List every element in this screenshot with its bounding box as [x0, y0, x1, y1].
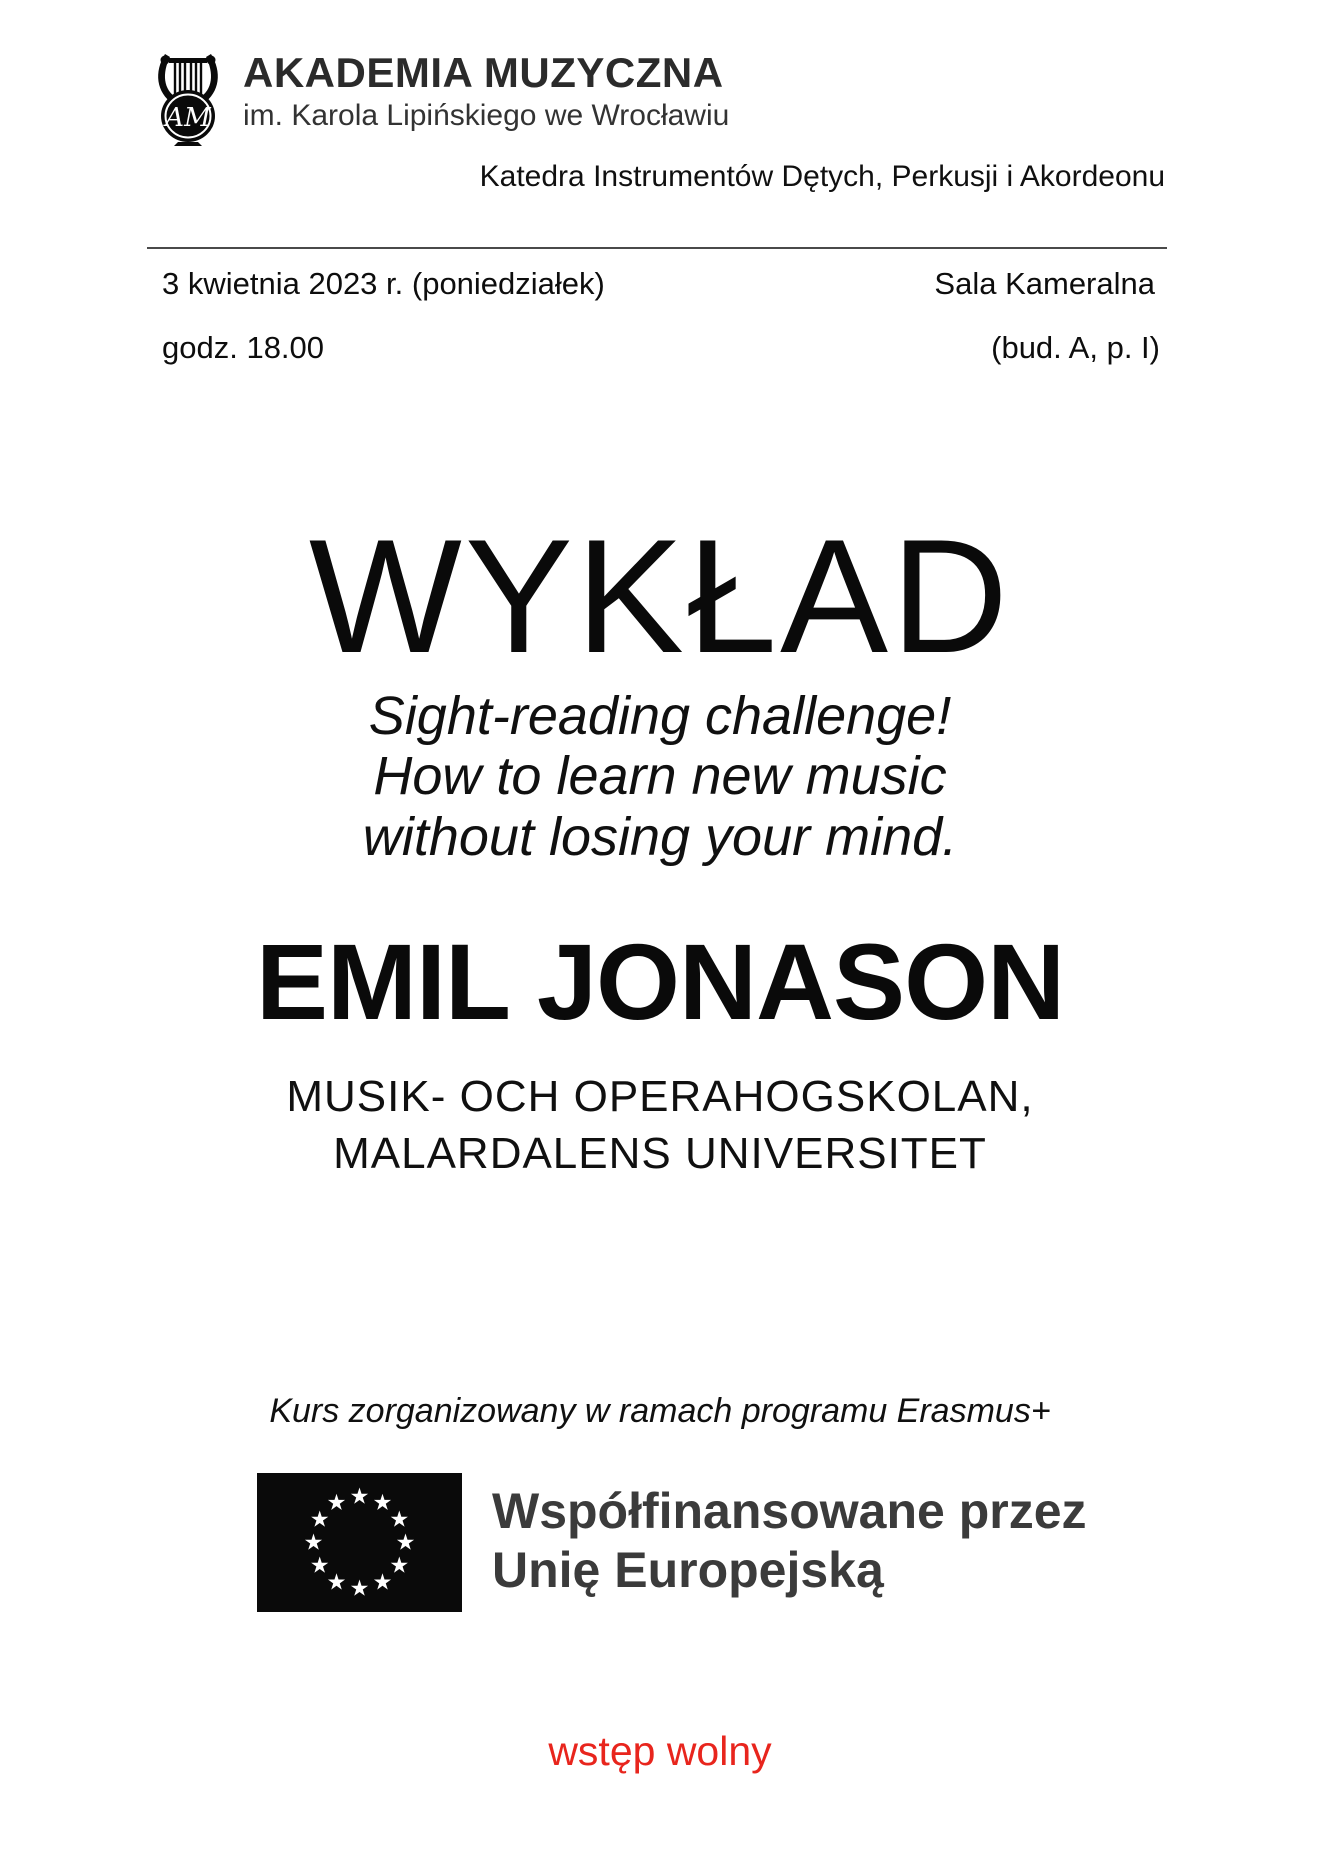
lyre-logo-icon [150, 46, 226, 146]
program-note: Kurs zorganizowany w ramach programu Erasmus+ [269, 1392, 1051, 1430]
logo-monogram: AM [165, 103, 211, 133]
brand-block [243, 49, 730, 132]
eu-funding-text [492, 1482, 1087, 1600]
affiliation-line-2: MALARDALENS UNIVERSITET [333, 1129, 987, 1179]
eu-funding-line-2: Unię Europejską [492, 1542, 884, 1598]
lecture-subtitle-line-2: How to learn new music [373, 746, 947, 807]
lecture-subtitle [0, 686, 1320, 867]
divider-line [147, 247, 1167, 249]
speaker-name: EMIL JONASON [255, 921, 1065, 1042]
speaker-affiliation [0, 1068, 1320, 1182]
event-date: 3 kwietnia 2023 r. (poniedziałek) [162, 266, 605, 301]
eu-funding-line-1: Współfinansowane przez [492, 1483, 1087, 1539]
department-line: Katedra Instrumentów Dętych, Perkusji i Akordeonu [479, 160, 1165, 193]
lecture-subtitle-line-3: without losing your mind. [362, 806, 958, 867]
lecture-subtitle-line-1: Sight-reading challenge! [368, 686, 952, 746]
venue-detail: (bud. A, p. I) [991, 330, 1160, 365]
event-time: godz. 18.00 [162, 330, 325, 365]
venue-name: Sala Kameralna [934, 266, 1155, 301]
eu-flag-icon [257, 1473, 462, 1612]
brand-name: AKADEMIA MUZYCZNA [243, 49, 724, 96]
brand-subtitle: im. Karola Lipińskiego we Wrocławiu [243, 99, 730, 132]
admission-note: wstęp wolny [548, 1728, 772, 1774]
affiliation-line-1: MUSIK- OCH OPERAHOGSKOLAN, [286, 1072, 1034, 1121]
lecture-title: WYKŁAD [308, 506, 1012, 687]
